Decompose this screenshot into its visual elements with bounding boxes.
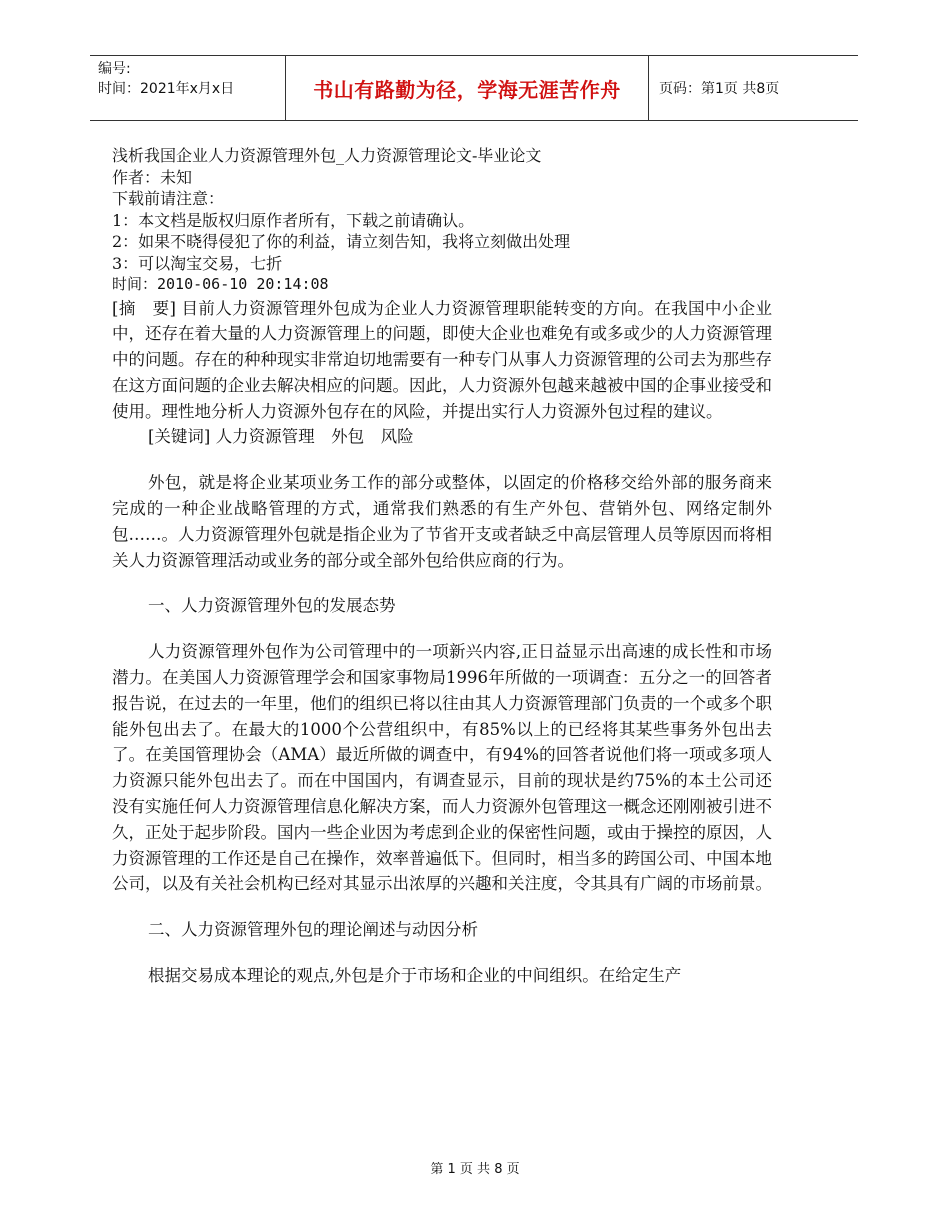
header-number-label: 编号: — [98, 61, 131, 77]
header-page-info: 页码：第1页 共8页 — [659, 81, 780, 97]
notice-item-3: 3：可以淘宝交易，七折 — [112, 253, 283, 273]
document-time: 时间：2010-06-10 20:14:08 — [112, 275, 329, 293]
paragraph-development-trend: 人力资源管理外包作为公司管理中的一项新兴内容,正日益显示出高速的成长性和市场潜力。在美国人力资源管理学会和国家事物局1996年所做的一项调查：五分之一的回答者报告说，在过去的一年里，他们的组织已将以往由其人力资源管理部门负责的一个或多个职能外包出去了。在最大的1000个公营组织中，有85%以上的已经将其某些事务外包出去了。在美国管理协会（AMA）最近所做的调查中，有94%的回答者说他们将一项或多项人力资源只能外包出去了。而在中国国内，有调查显示，目前的现状是约75%的本土公司还没有实施任何人力资源管理信息化解决方案，而人力资源外包管理这一概念还刚刚被引进不久，正处于起步阶段。国内一些企业因为考虑到企业的保密性问题，或由于操控的原因，人力资源管理的工作还是自己在操作，效率普遍低下。但同时，相当多的跨国公司、中国本地公司，以及有关社会机构已经对其显示出浓厚的兴趣和关注度，令其具有广阔的市场前景。 — [112, 642, 772, 894]
header-time-label: 时间：2021年x月x日 — [98, 81, 235, 97]
section-heading-1: 一、人力资源管理外包的发展态势 — [148, 596, 396, 616]
document-title: 浅析我国企业人力资源管理外包_人力资源管理论文-毕业论文 — [112, 146, 542, 165]
notice-title: 下载前请注意： — [112, 189, 225, 208]
abstract: [摘 要] 目前人力资源管理外包成为企业人力资源管理职能转变的方向。在我国中小企业中，还存在着大量的人力资源管理上的问题，即使大企业也难免有或多或少的人力资源管理中的问题。存在的种种现实非常迫切地需要有一种专门从事人力资源管理的公司去为那些存在这方面问题的企业去解决相应的问题。因此，人力资源外包越来越被中国的企事业接受和使用。理性地分析人力资源外包存在的风险，并提出实行人力资源外包过程的建议。 — [112, 298, 772, 421]
page-footer: 第 1 页 共 8 页 — [430, 1162, 520, 1177]
page-header — [90, 55, 858, 121]
section-heading-2: 二、人力资源管理外包的理论阐述与动因分析 — [148, 920, 478, 940]
keywords: [关键词] 人力资源管理 外包 风险 — [148, 427, 414, 447]
paragraph-outsourcing-definition: 外包，就是将企业某项业务工作的部分或整体，以固定的价格移交给外部的服务商来完成的一种企业战略管理的方式，通常我们熟悉的有生产外包、营销外包、网络定制外包……。人力资源管理外包就是指企业为了节省开支或者缺乏中高层管理人员等原因而将相关人力资源管理活动或业务的部分或全部外包给供应商的行为。 — [112, 473, 772, 570]
paragraph-transaction-cost: 根据交易成本理论的观点,外包是介于市场和企业的中间组织。在给定生产 — [148, 966, 682, 986]
document-body — [112, 145, 772, 989]
document-author: 作者：未知 — [112, 167, 193, 187]
notice-item-2: 2：如果不晓得侵犯了你的利益，请立刻告知，我将立刻做出处理 — [112, 232, 571, 251]
header-motto: 书山有路勤为径，学海无涯苦作舟 — [285, 56, 649, 120]
notice-item-1: 1：本文档是版权归原作者所有，下载之前请确认。 — [112, 210, 475, 230]
header-meta — [90, 56, 285, 120]
